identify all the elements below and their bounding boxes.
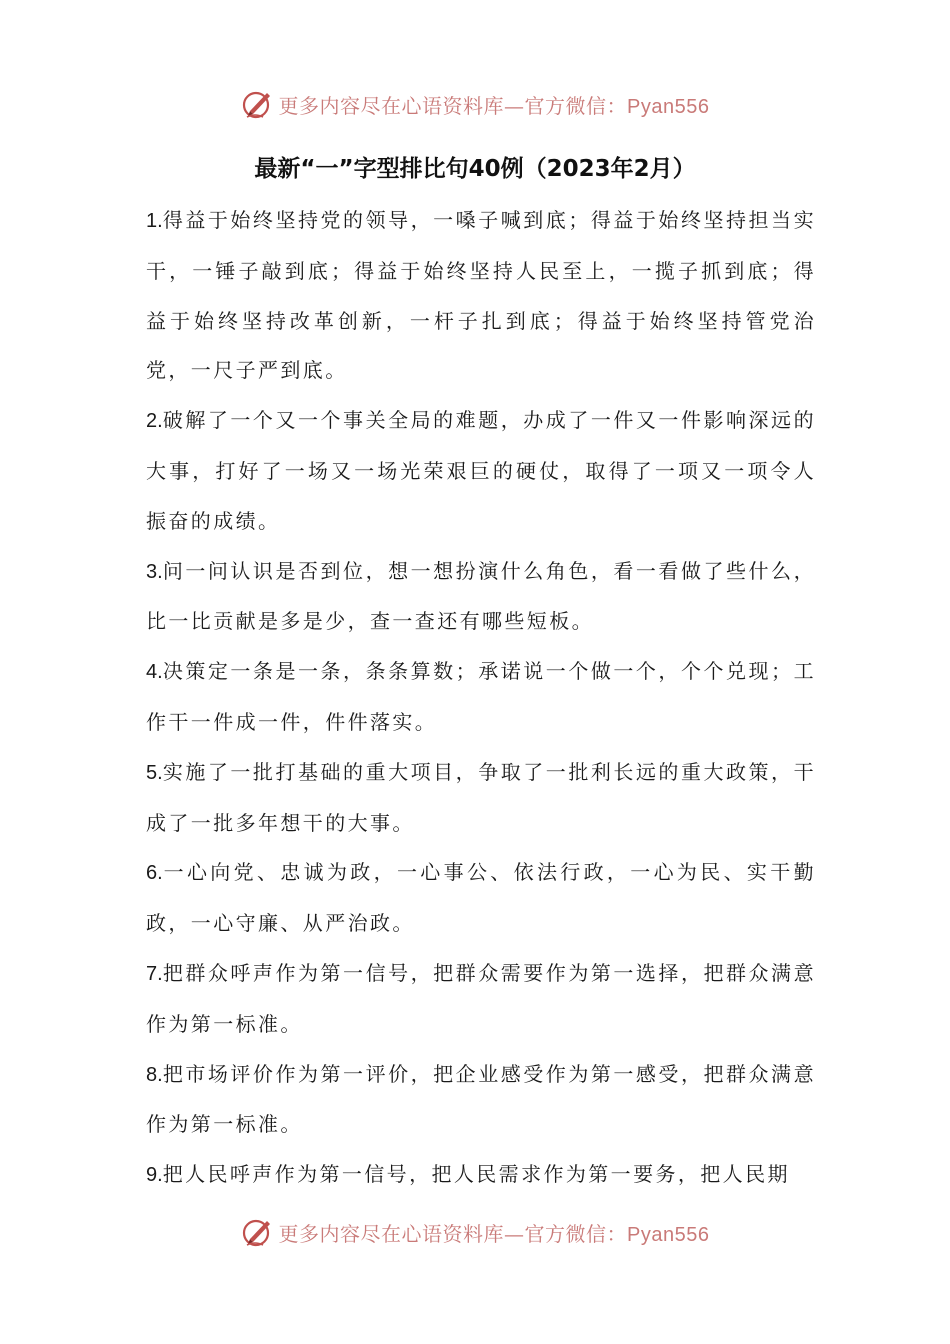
document-body: [146, 196, 816, 1201]
footer-watermark: [0, 1212, 950, 1252]
item-text: 把群众呼声作为第一信号，把群众需要作为第一选择，把群众满意作为第一标准。: [146, 960, 816, 1036]
wechat-id: Pyan556: [627, 95, 710, 118]
item-number: 9.: [146, 1164, 163, 1187]
item-number: 1.: [146, 210, 163, 232]
item-text: 一心向党、忠诚为政，一心事公、依法行政，一心为民、实干勤政，一心守廉、从严治政。: [146, 860, 816, 936]
watermark-text: [279, 90, 710, 119]
item-text: 决策定一条是一条，条条算数；承诺说一个做一个，个个兑现；工作干一件成一件，件件落实。: [146, 659, 816, 734]
item-number: 5.: [146, 761, 163, 784]
item-number: 2.: [146, 410, 163, 433]
list-item: [146, 396, 816, 546]
item-number: 7.: [146, 962, 163, 985]
pen-logo-icon: [241, 87, 275, 121]
list-item: [146, 1050, 816, 1151]
pen-logo-icon: [241, 1215, 275, 1249]
watermark-label: 更多内容尽在心语资料库—官方微信：: [278, 1221, 628, 1246]
header-watermark: [0, 84, 950, 124]
item-text: 问一问认识是否到位，想一想扮演什么角色，看一看做了些什么，比一比贡献是多是少，查一查还有哪些短板。: [146, 558, 816, 634]
item-text: 把人民呼声作为第一信号，把人民需求作为第一要务，把人民期: [162, 1162, 790, 1187]
watermark-text: [279, 1218, 710, 1247]
list-item: [146, 647, 816, 748]
page-title: 最新“一”字型排比句40例（2023年2月）: [254, 156, 696, 182]
list-item: [146, 949, 816, 1050]
item-number: 8.: [146, 1063, 163, 1086]
wechat-id: Pyan556: [627, 1223, 710, 1246]
item-number: 6.: [146, 862, 163, 885]
item-text: 得益于始终坚持党的领导，一嗓子喊到底；得益于始终坚持担当实干，一锤子敲到底；得益于始终坚持人民至上，一揽子抓到底；得益于始终坚持改革创新，一杆子扎到底；得益于始终坚持管党治党，一尺子严到底。: [146, 208, 816, 383]
item-number: 4.: [146, 661, 163, 684]
list-item: [146, 196, 816, 396]
watermark-label: 更多内容尽在心语资料库—官方微信：: [278, 93, 628, 118]
list-item: [146, 1150, 816, 1201]
item-text: 破解了一个又一个事关全局的难题，办成了一件又一件影响深远的大事，打好了一场又一场光荣艰巨的硬仗，取得了一项又一项令人振奋的成绩。: [146, 408, 816, 533]
item-text: 把市场评价作为第一评价，把企业感受作为第一感受，把群众满意作为第一标准。: [146, 1061, 816, 1137]
list-item: [146, 848, 816, 949]
list-item: [146, 547, 816, 648]
item-text: 实施了一批打基础的重大项目，争取了一批利长远的重大政策，干成了一批多年想干的大事。: [146, 759, 816, 835]
item-number: 3.: [146, 560, 163, 583]
list-item: [146, 748, 816, 849]
